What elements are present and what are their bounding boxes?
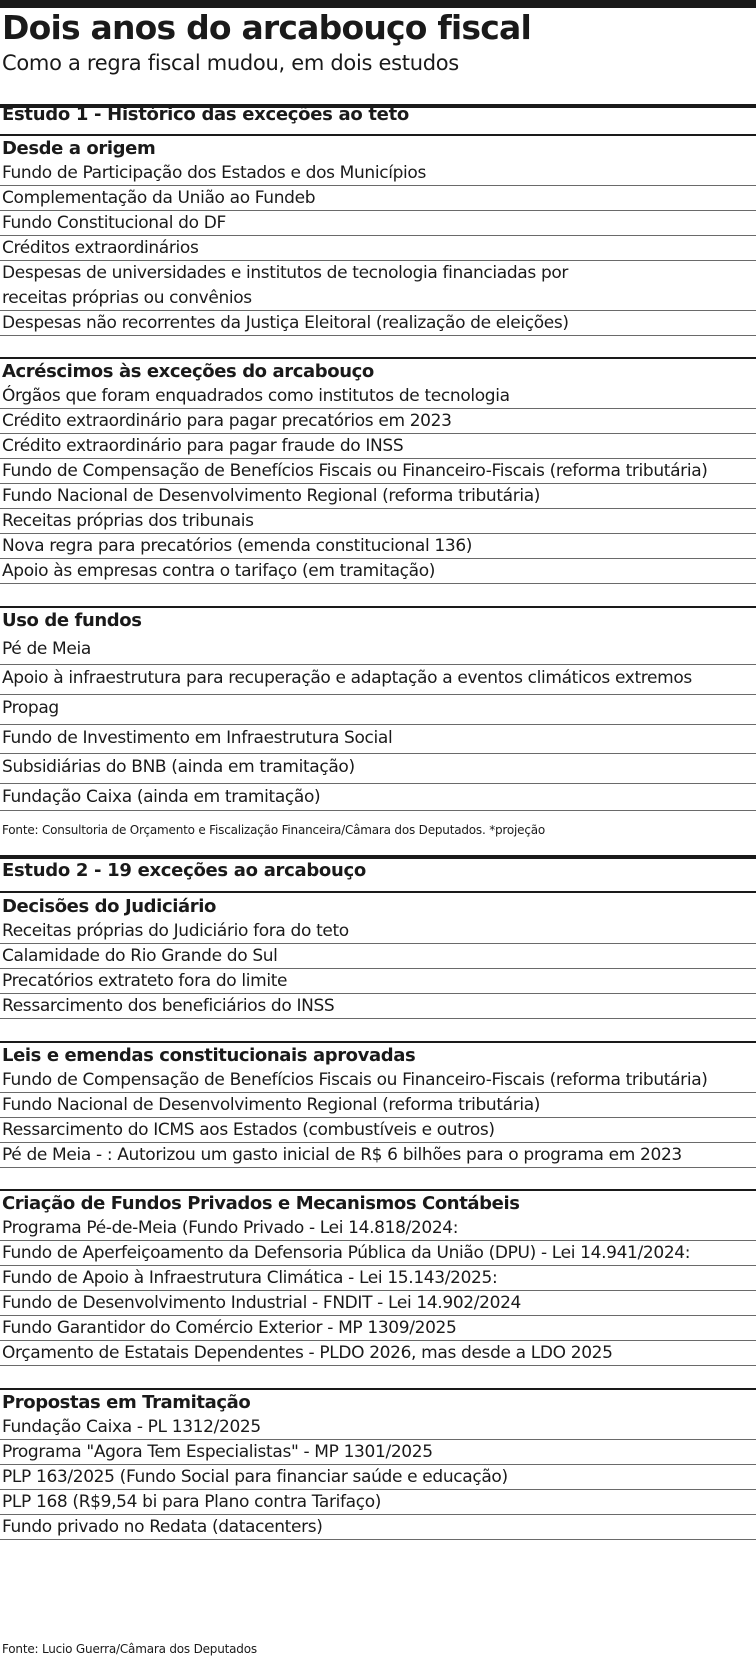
row-divider [0, 1092, 756, 1093]
section-heading: Propostas em Tramitação [2, 1392, 251, 1413]
list-item: Ressarcimento do ICMS aos Estados (combustíveis e outros) [2, 1120, 495, 1140]
list-item: receitas próprias ou convênios [2, 288, 252, 308]
list-item: Fundo de Desenvolvimento Industrial - FNDIT - Lei 14.902/2024 [2, 1293, 521, 1313]
row-divider [0, 235, 756, 236]
section-divider [0, 1388, 756, 1390]
list-item: Receitas próprias do Judiciário fora do teto [2, 921, 349, 941]
list-item: Fundação Caixa - PL 1312/2025 [2, 1417, 261, 1437]
row-divider [0, 408, 756, 409]
page-title: Dois anos do arcabouço fiscal [2, 8, 531, 47]
row-divider [0, 1290, 756, 1291]
row-divider [0, 260, 756, 261]
row-divider [0, 724, 756, 725]
study2-top-rule [0, 855, 756, 859]
row-divider [0, 783, 756, 784]
row-divider [0, 483, 756, 484]
list-item: Programa Pé-de-Meia (Fundo Privado - Lei 14.818/2024: [2, 1218, 459, 1238]
page-subtitle: Como a regra fiscal mudou, em dois estudos [2, 51, 459, 75]
list-item: PLP 163/2025 (Fundo Social para financiar saúde e educação) [2, 1467, 508, 1487]
row-divider [0, 508, 756, 509]
row-divider [0, 1315, 756, 1316]
row-divider [0, 583, 756, 584]
row-divider [0, 1489, 756, 1490]
list-item: Fundo de Compensação de Benefícios Fiscais ou Financeiro-Fiscais (reforma tributária) [2, 1070, 708, 1090]
list-item: Propag [2, 698, 59, 718]
list-item: Fundação Caixa (ainda em tramitação) [2, 787, 321, 807]
row-divider [0, 1265, 756, 1266]
row-divider [0, 1365, 756, 1366]
row-divider [0, 1167, 756, 1168]
study2-title: Estudo 2 - 19 exceções ao arcabouço [2, 860, 366, 881]
list-item: Programa "Agora Tem Especialistas" - MP 1301/2025 [2, 1442, 433, 1462]
list-item: Subsidiárias do BNB (ainda em tramitação) [2, 757, 355, 777]
row-divider [0, 694, 756, 695]
list-item: Despesas de universidades e institutos de tecnologia financiadas por [2, 263, 569, 283]
row-divider [0, 1464, 756, 1465]
section-heading: Desde a origem [2, 138, 156, 159]
list-item: Nova regra para precatórios (emenda constitucional 136) [2, 536, 473, 556]
row-divider [0, 533, 756, 534]
list-item: Fundo privado no Redata (datacenters) [2, 1517, 323, 1537]
list-item: Calamidade do Rio Grande do Sul [2, 946, 278, 966]
list-item: Precatórios extrateto fora do limite [2, 971, 288, 991]
row-divider [0, 1539, 756, 1540]
list-item: Fundo Garantidor do Comércio Exterior - MP 1309/2025 [2, 1318, 457, 1338]
list-item: Fundo Nacional de Desenvolvimento Regional (reforma tributária) [2, 1095, 541, 1115]
row-divider [0, 1117, 756, 1118]
list-item: Crédito extraordinário para pagar fraude do INSS [2, 436, 404, 456]
row-divider [0, 335, 756, 336]
row-divider [0, 1439, 756, 1440]
list-item: Fundo de Participação dos Estados e dos Municípios [2, 163, 426, 183]
row-divider [0, 558, 756, 559]
study2-source-note: Fonte: Lucio Guerra/Câmara dos Deputados [2, 1642, 257, 1656]
row-divider [0, 993, 756, 994]
list-item: PLP 168 (R$9,54 bi para Plano contra Tarifaço) [2, 1492, 382, 1512]
row-divider [0, 968, 756, 969]
row-divider [0, 664, 756, 665]
top-rule [0, 0, 756, 8]
list-item: Fundo Constitucional do DF [2, 213, 226, 233]
list-item: Apoio às empresas contra o tarifaço (em tramitação) [2, 561, 436, 581]
row-divider [0, 185, 756, 186]
section-divider [0, 357, 756, 359]
section-heading: Uso de fundos [2, 610, 142, 631]
list-item: Fundo de Investimento em Infraestrutura Social [2, 728, 393, 748]
row-divider [0, 1514, 756, 1515]
study1-title-rule [0, 134, 756, 136]
section-heading: Leis e emendas constitucionais aprovadas [2, 1045, 416, 1066]
list-item: Receitas próprias dos tribunais [2, 511, 254, 531]
section-divider [0, 1189, 756, 1191]
row-divider [0, 943, 756, 944]
row-divider [0, 1142, 756, 1143]
list-item: Apoio à infraestrutura para recuperação e adaptação a eventos climáticos extremos [2, 668, 692, 688]
list-item: Ressarcimento dos beneficiários do INSS [2, 996, 335, 1016]
list-item: Complementação da União ao Fundeb [2, 188, 316, 208]
list-item: Crédito extraordinário para pagar precatórios em 2023 [2, 411, 452, 431]
list-item: Despesas não recorrentes da Justiça Eleitoral (realização de eleições) [2, 313, 569, 333]
row-divider [0, 1018, 756, 1019]
list-item: Créditos extraordinários [2, 238, 199, 258]
row-divider [0, 1240, 756, 1241]
list-item: Órgãos que foram enquadrados como institutos de tecnologia [2, 386, 510, 406]
study1-title: Estudo 1 - Histórico das exceções ao teto [2, 104, 409, 125]
row-divider [0, 810, 756, 811]
row-divider [0, 458, 756, 459]
list-item: Fundo de Compensação de Benefícios Fiscais ou Financeiro-Fiscais (reforma tributária) [2, 461, 708, 481]
section-heading: Decisões do Judiciário [2, 896, 216, 917]
list-item: Pé de Meia - : Autorizou um gasto inicial de R$ 6 bilhões para o programa em 2023 [2, 1145, 682, 1165]
section-heading: Acréscimos às exceções do arcabouço [2, 361, 374, 382]
study1-source-note: Fonte: Consultoria de Orçamento e Fiscalização Financeira/Câmara dos Deputados. *projeção [2, 823, 546, 837]
row-divider [0, 210, 756, 211]
row-divider [0, 433, 756, 434]
row-divider [0, 753, 756, 754]
list-item: Pé de Meia [2, 639, 91, 659]
row-divider [0, 310, 756, 311]
section-divider [0, 1041, 756, 1043]
study2-title-rule [0, 891, 756, 893]
list-item: Fundo de Apoio à Infraestrutura Climática - Lei 15.143/2025: [2, 1268, 498, 1288]
section-heading: Criação de Fundos Privados e Mecanismos Contábeis [2, 1193, 520, 1214]
list-item: Fundo Nacional de Desenvolvimento Regional (reforma tributária) [2, 486, 541, 506]
row-divider [0, 1340, 756, 1341]
list-item: Orçamento de Estatais Dependentes - PLDO 2026, mas desde a LDO 2025 [2, 1343, 613, 1363]
section-divider [0, 606, 756, 608]
list-item: Fundo de Aperfeiçoamento da Defensoria Pública da União (DPU) - Lei 14.941/2024: [2, 1243, 691, 1263]
